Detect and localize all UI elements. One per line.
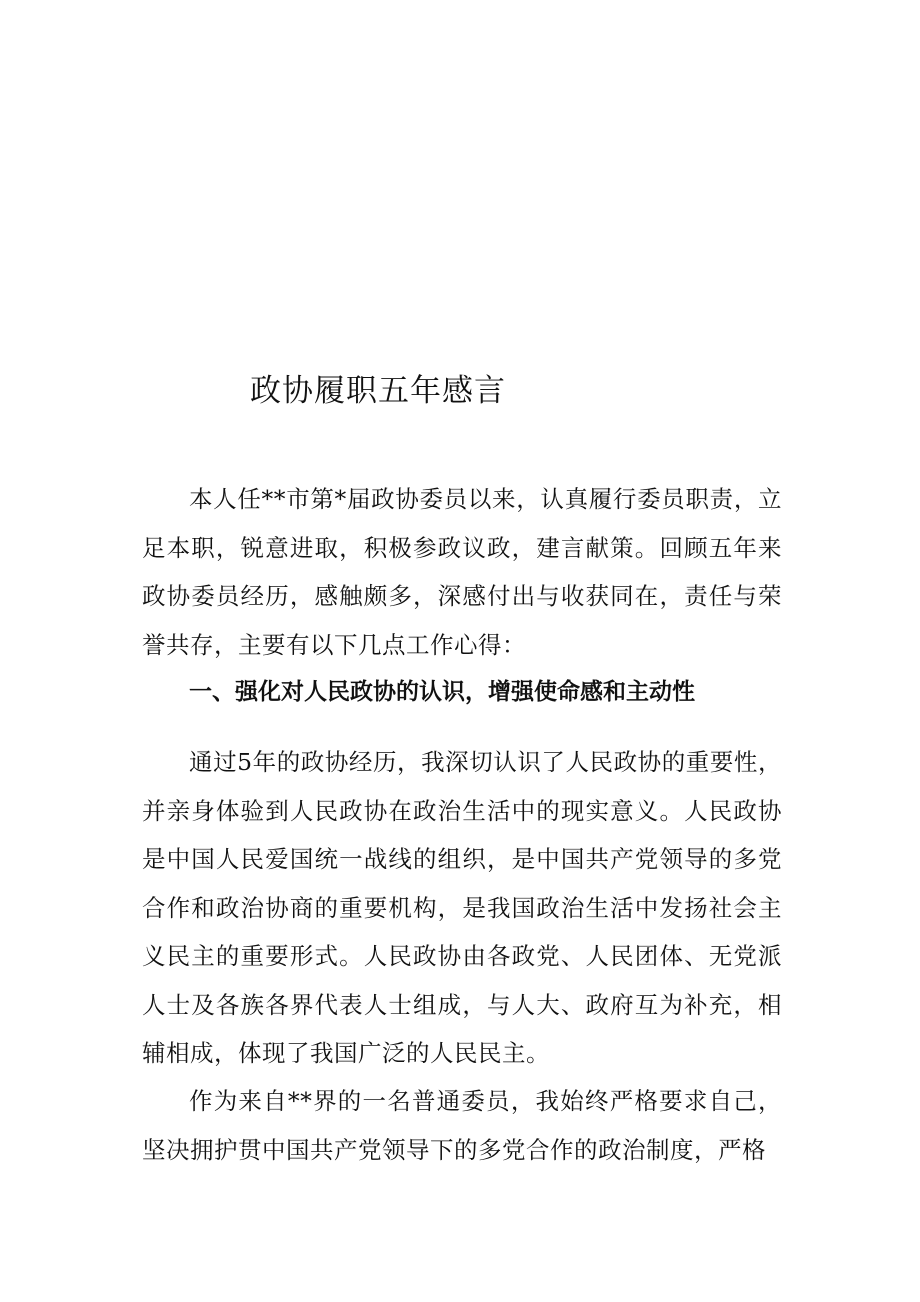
- document-title: 政协履职五年感言: [250, 373, 506, 409]
- intro-paragraph: 本人任**市第*届政协委员以来，认真履行委员职责，立足本职，锐意进取，积极参政议政，建言献策。回顾五年来政协委员经历，感触颇多，深感付出与收获同在，责任与荣誉共存，主要有以下几点工作心得：: [142, 485, 782, 659]
- section-heading: 一、强化对人民政协的认识，增强使命感和主动性: [189, 679, 695, 705]
- body-paragraph-1: 通过5年的政协经历，我深切认识了人民政协的重要性，并亲身体验到人民政协在政治生活中的现实意义。人民政协是中国人民爱国统一战线的组织，是中国共产党领导的多党合作和政治协商的重要机构，是我国政治生活中发扬社会主义民主的重要形式。人民政协由各政党、人民团体、无党派人士及各族各界代表人士组成，与人大、政府互为补充，相辅相成，体现了我国广泛的人民民主。: [142, 748, 782, 1067]
- body-paragraph-2: 作为来自**界的一名普通委员，我始终严格要求自己，坚决拥护贯中国共产党领导下的多党合作的政治制度，严格: [142, 1087, 782, 1164]
